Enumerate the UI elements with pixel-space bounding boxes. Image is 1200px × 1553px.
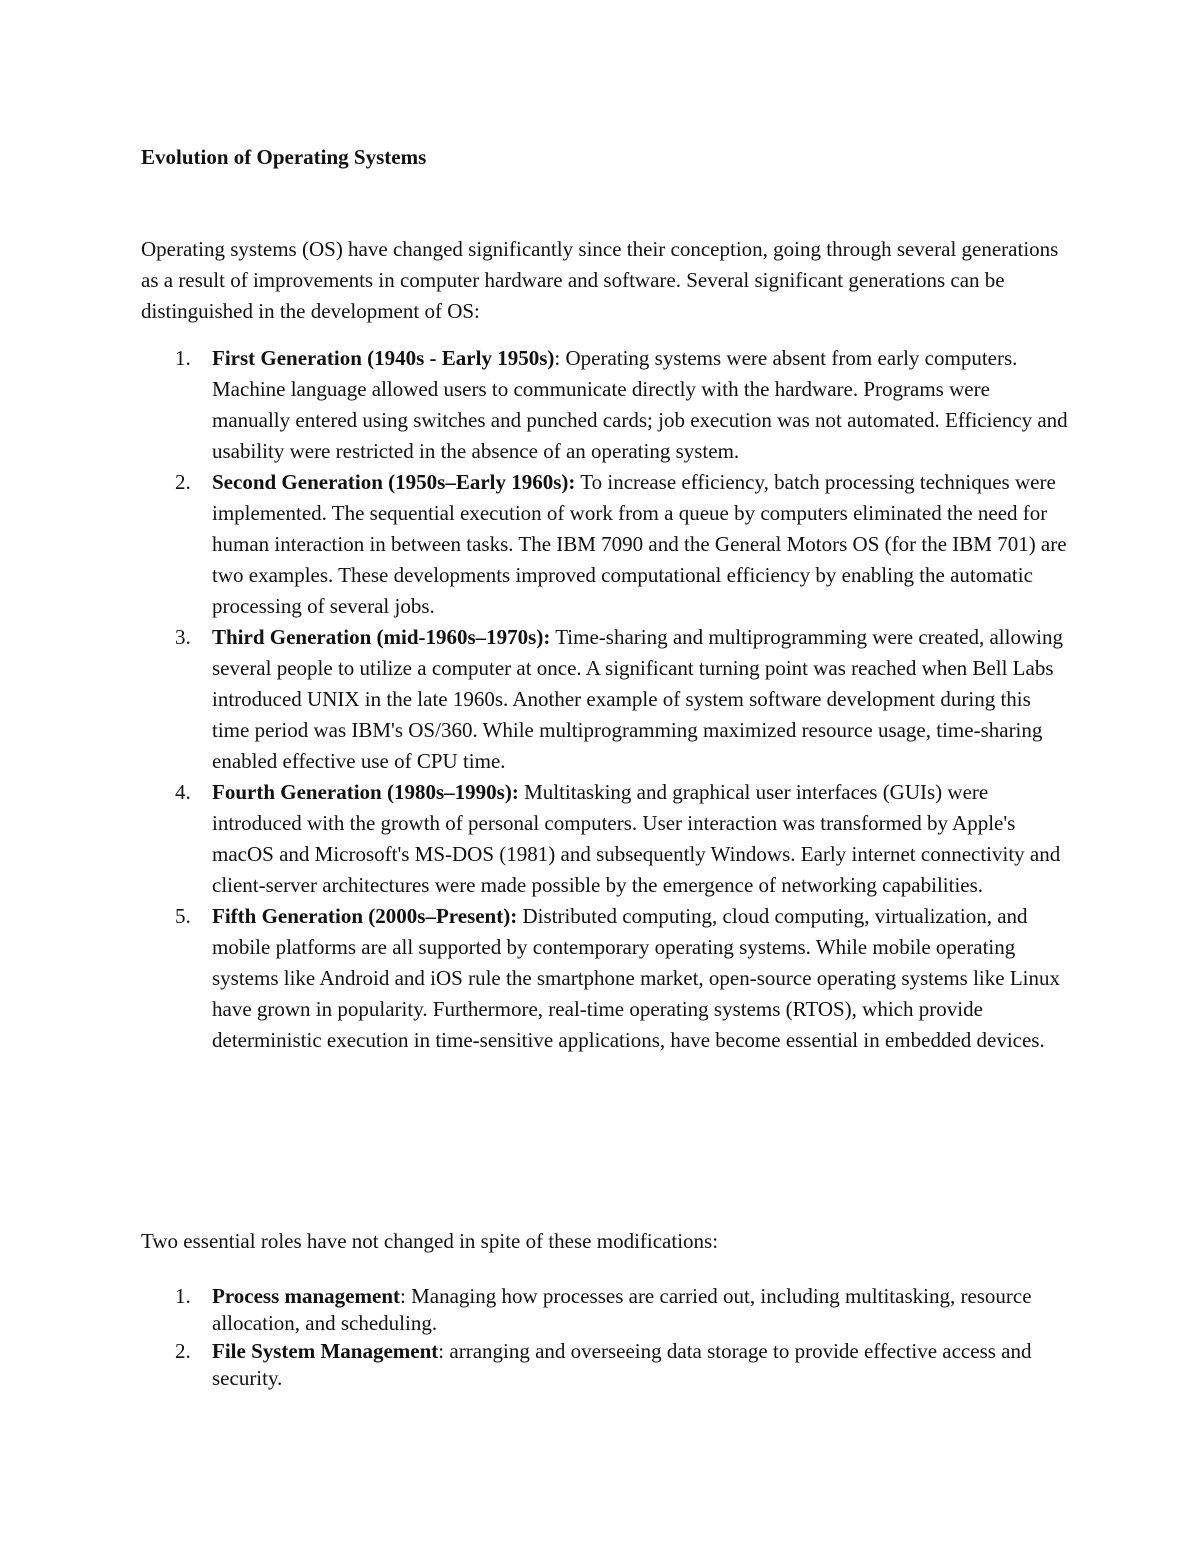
document-title: Evolution of Operating Systems: [141, 145, 427, 169]
list-item: [141, 343, 1071, 467]
list-number: 2.: [175, 470, 191, 494]
generation-heading: Fifth Generation (2000s–Present):: [212, 904, 518, 928]
role-text: : Managing how processes are carried out, including multitasking, resource allocation, and scheduling.: [212, 1284, 1032, 1335]
generation-heading: Second Generation (1950s–Early 1960s):: [212, 470, 576, 494]
generation-heading: First Generation (1940s - Early 1950s): [212, 346, 555, 370]
role-text: : arranging and overseeing data storage to provide effective access and security.: [212, 1339, 1032, 1390]
list-number: 2.: [175, 1339, 191, 1363]
generation-text: : Operating systems were absent from early computers. Machine language allowed users to communicate directly with the hardware. Programs were manually entered using switches and punched cards; job execution was not automated. Efficiency and usability were restricted in the absence of an operating system.: [212, 346, 1068, 463]
list-number: 4.: [175, 780, 191, 804]
generation-heading: Fourth Generation (1980s–1990s):: [212, 780, 519, 804]
list-item: [141, 777, 1071, 901]
role-heading: File System Management: [212, 1339, 439, 1363]
generation-heading: Third Generation (mid-1960s–1970s):: [212, 625, 551, 649]
generation-text: Multitasking and graphical user interfaces (GUIs) were introduced with the growth of personal computers. User interaction was transformed by Apple's macOS and Microsoft's MS-DOS (1981) and subsequently Windows. Early internet connectivity and client-server architectures were made possible by the emergence of networking capabilities.: [212, 780, 1061, 897]
list-number: 5.: [175, 904, 191, 928]
list-number: 1.: [175, 346, 191, 370]
list-item: [141, 467, 1071, 622]
list-item: [141, 1283, 1071, 1337]
role-heading: Process management: [212, 1284, 400, 1308]
generation-text: Time-sharing and multiprogramming were created, allowing several people to utilize a computer at once. A significant turning point was reached when Bell Labs introduced UNIX in the late 1960s. Another example of system software development during this time period was IBM's OS/360. While multiprogramming maximized resource usage, time-sharing enabled effective use of CPU time.: [212, 625, 1063, 773]
intro-paragraph: Operating systems (OS) have changed significantly since their conception, going through several generations as a result of improvements in computer hardware and software. Several significant generations can be distinguished in the development of OS:: [141, 237, 1059, 323]
generation-text: Distributed computing, cloud computing, virtualization, and mobile platforms are all supported by contemporary operating systems. While mobile operating systems like Android and iOS rule the smartphone market, open-source operating systems like Linux have grown in popularity. Furthermore, real-time operating systems (RTOS), which provide deterministic execution in time-sensitive applications, have become essential in embedded devices.: [212, 904, 1060, 1052]
generations-list: [141, 343, 1071, 1056]
list-number: 1.: [175, 1284, 191, 1308]
roles-list: [141, 1283, 1071, 1392]
list-number: 3.: [175, 625, 191, 649]
list-item: [141, 901, 1071, 1056]
transition-paragraph: Two essential roles have not changed in spite of these modifications:: [141, 1229, 719, 1253]
list-item: [141, 1338, 1071, 1392]
generation-text: To increase efficiency, batch processing techniques were implemented. The sequential execution of work from a queue by computers eliminated the need for human interaction in between tasks. The IBM 7090 and the General Motors OS (for the IBM 701) are two examples. These developments improved computational efficiency by enabling the automatic processing of several jobs.: [212, 470, 1067, 618]
list-item: [141, 622, 1071, 777]
